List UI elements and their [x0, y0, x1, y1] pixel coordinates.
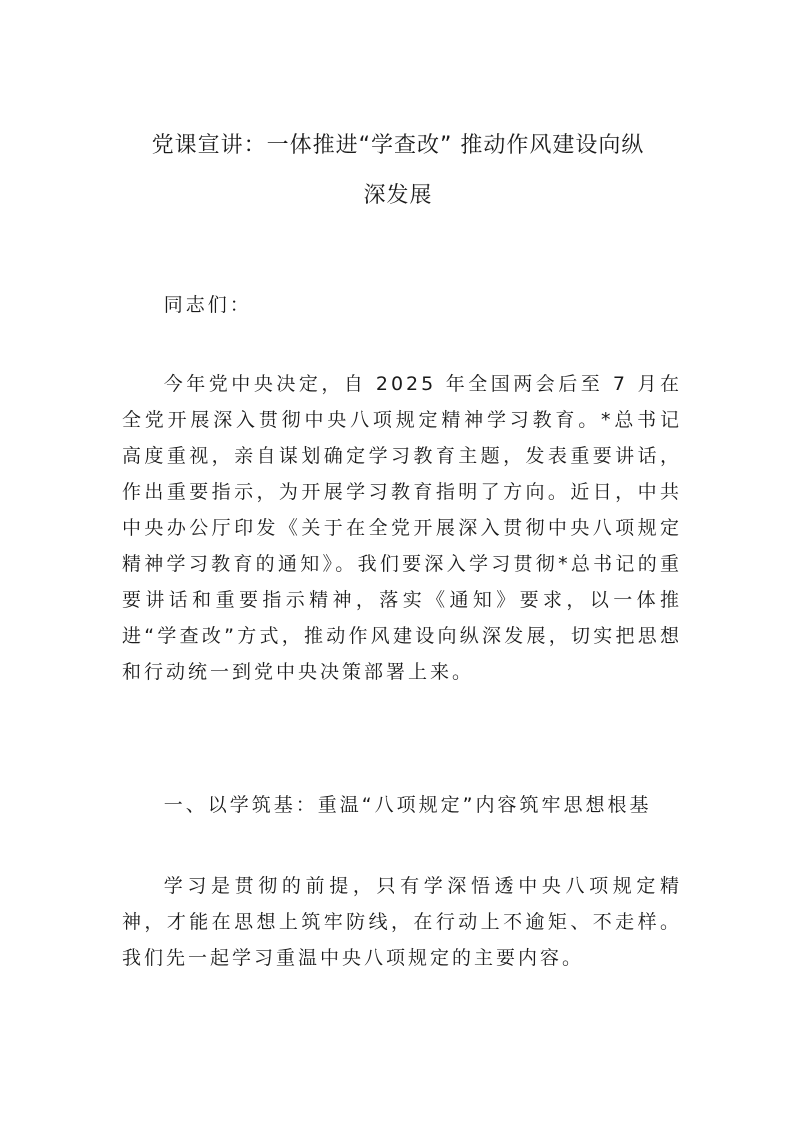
title-line-1: 党课宣讲：一体推进“学查改” 推动作风建设向纵: [151, 133, 645, 158]
paragraph-intro: 今年党中央决定，自 2025 年全国两会后至 7 月在全党开展深入贯彻中央八项规定精神学习教育。*总书记高度重视，亲自谋划确定学习教育主题，发表重要讲话，作出重要指示，为开展学习教育指明了方向。近日，中共中央办公厅印发《关于在全党开展深入贯彻中央八项规定精神学习教育的通知》。我们要深入学习贯彻*总书记的重要讲话和重要指示精神，落实《通知》要求，以一体推进“学查改”方式，推动作风建设向纵深发展，切实把思想和行动统一到党中央决策部署上来。: [122, 373, 682, 683]
section-heading-1: 一、以学筑基：重温“八项规定”内容筑牢思想根基: [163, 794, 652, 816]
document-title: [118, 121, 678, 221]
salutation: 同志们：: [163, 294, 252, 316]
title-line-2: 深发展: [363, 183, 433, 208]
paragraph-section-1: 学习是贯彻的前提，只有学深悟透中央八项规定精神，才能在思想上筑牢防线，在行动上不逾矩、不走样。我们先一起学习重温中央八项规定的主要内容。: [122, 875, 682, 969]
